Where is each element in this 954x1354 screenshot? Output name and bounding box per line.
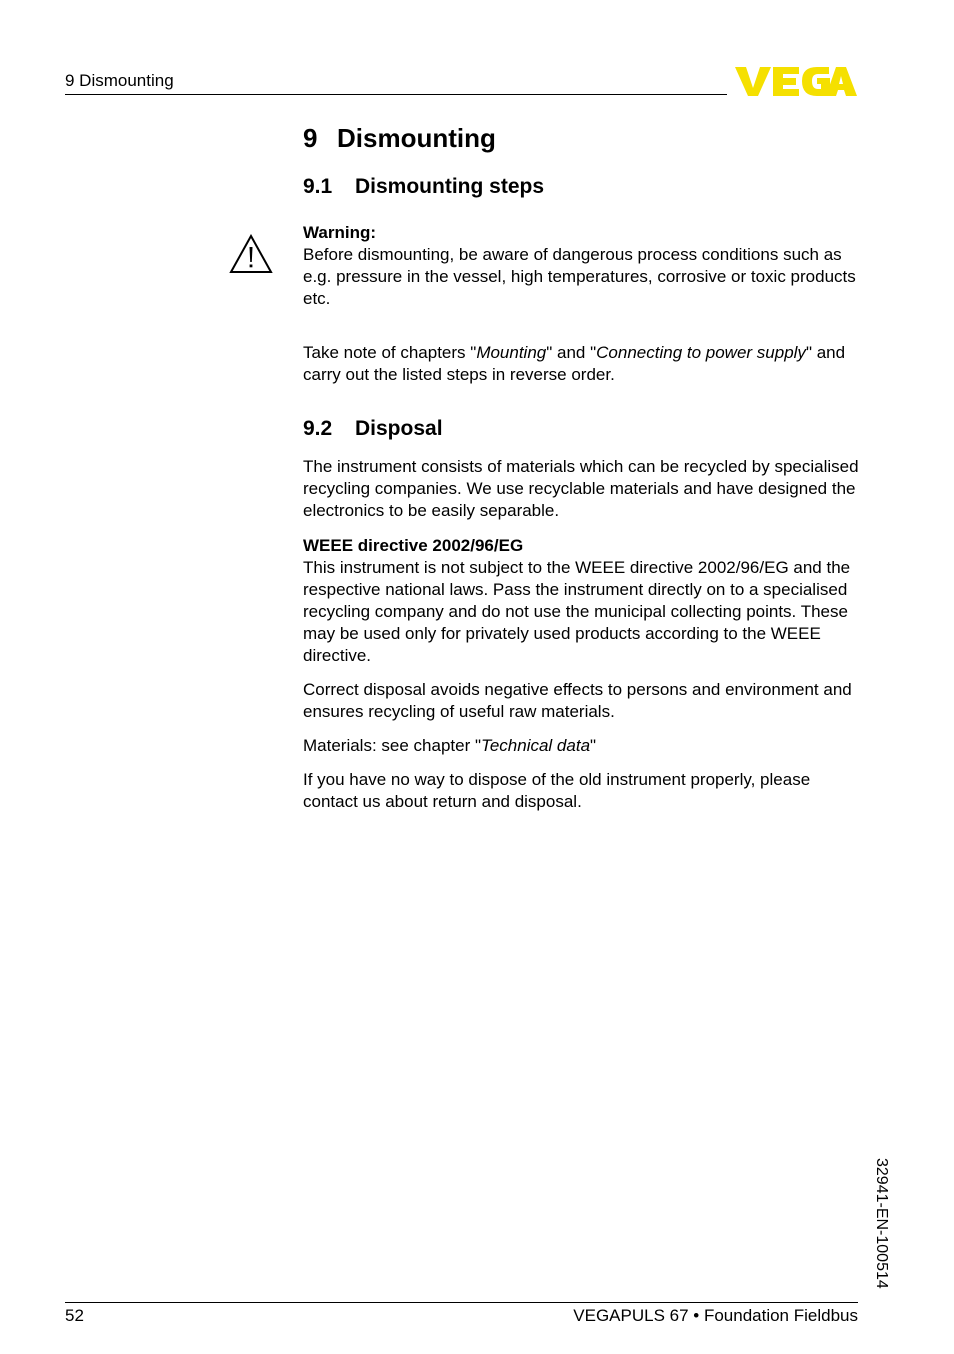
weee-title: WEEE directive 2002/96/EG (303, 536, 524, 555)
dismount-note: Take note of chapters "Mounting" and "Connecting to power supply" and carry out the listed steps in reverse order. (303, 343, 846, 384)
materials-note: Materials: see chapter "Technical data" (303, 736, 597, 755)
footer-rule (65, 1302, 858, 1303)
product-name: VEGAPULS 67 • Foundation Fieldbus (573, 1306, 858, 1325)
main-content (303, 118, 863, 813)
section-heading-dismounting-steps: 9.1 Dismounting steps (303, 175, 545, 198)
disposal-effects-paragraph: Correct disposal avoids negative effects to persons and environment and ensures recycling of useful raw materials. (303, 680, 852, 721)
running-header: 9 Dismounting (65, 71, 174, 90)
vega-logo (733, 64, 858, 98)
return-paragraph: If you have no way to dispose of the old instrument properly, please contact us about return and disposal. (303, 770, 811, 811)
weee-text: This instrument is not subject to the WEEE directive 2002/96/EG and the respective national laws. Pass the instrument directly on to a specialised recycling company and do not use the municipal collecting points. These may be used only for privately used products according to the WEEE directive. (303, 558, 851, 665)
warning-icon (229, 234, 273, 274)
disposal-paragraph: The instrument consists of materials which can be recycled by specialised recycling companies. We use recyclable materials and have designed the electronics to be easily separable. (303, 457, 859, 520)
warning-text: Before dismounting, be aware of dangerous process conditions such as e.g. pressure in the vessel, high temperatures, corrosive or toxic products etc. (303, 245, 856, 308)
section-heading-disposal: 9.2 Disposal (303, 417, 443, 440)
chapter-heading: 9 Dismounting (303, 123, 496, 153)
warning-label: Warning: (303, 223, 377, 242)
header-rule (65, 94, 727, 95)
document-code: 32941-EN-100514 (873, 1158, 890, 1289)
page-number: 52 (65, 1306, 84, 1325)
